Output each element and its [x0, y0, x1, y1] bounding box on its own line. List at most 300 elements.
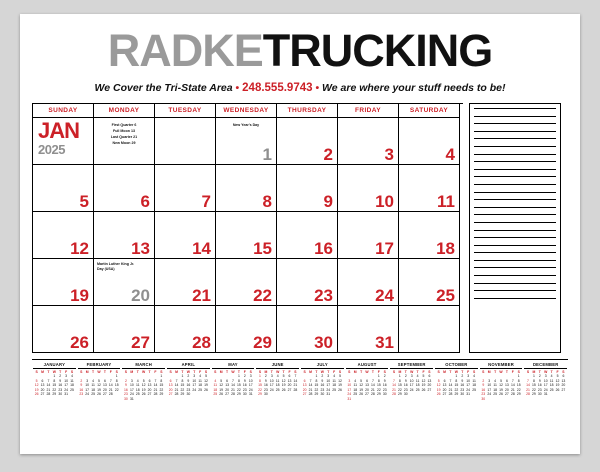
mini-day: 22: [52, 387, 57, 392]
mini-day: 9: [80, 383, 83, 388]
mini-day: 27: [302, 392, 307, 397]
mini-weekday: T: [538, 370, 541, 374]
day-cell-empty[interactable]: [33, 118, 94, 165]
mini-day: 25: [549, 387, 554, 392]
mini-day: 25: [415, 387, 420, 392]
mini-day: 30: [242, 392, 247, 397]
day-cell-9[interactable]: [277, 165, 338, 212]
mini-month-november[interactable]: [479, 362, 524, 402]
day-cell-17[interactable]: [338, 212, 399, 259]
mini-day: 14: [510, 383, 515, 388]
day-cell-1[interactable]: [216, 118, 277, 165]
mini-month-february[interactable]: [77, 362, 122, 402]
mini-day: 12: [359, 383, 363, 388]
mini-weekday: T: [371, 370, 374, 374]
mini-day: [382, 397, 387, 402]
mini-weekday: W: [97, 370, 101, 374]
mini-weekday: S: [249, 370, 252, 374]
mini-day: 16: [124, 387, 128, 392]
tagline-separator-left: •: [235, 82, 240, 94]
day-cell-23[interactable]: [277, 259, 338, 306]
day-cell-6[interactable]: [94, 165, 155, 212]
mini-day: 26: [281, 387, 286, 392]
day-number: 31: [375, 333, 394, 352]
mini-day: 4: [92, 378, 95, 383]
mini-month-august[interactable]: [345, 362, 390, 402]
mini-day: [141, 397, 146, 402]
mini-month-week: [33, 392, 76, 397]
mini-weekday: S: [428, 370, 431, 374]
mini-day: [353, 397, 358, 402]
mini-weekday: M: [41, 370, 44, 374]
mini-weekday: S: [160, 370, 163, 374]
mini-weekday: F: [243, 370, 246, 374]
mini-day: 17: [326, 383, 331, 388]
day-cell-15[interactable]: [216, 212, 277, 259]
mini-day: 8: [398, 378, 401, 383]
mini-day: 27: [225, 392, 229, 397]
day-cell-11[interactable]: [399, 165, 460, 212]
mini-day: 21: [392, 387, 396, 392]
mini-day: 11: [332, 378, 336, 383]
mini-day: 19: [97, 387, 101, 392]
notes-write-line[interactable]: [474, 161, 556, 162]
day-number: 20: [131, 286, 150, 305]
mini-weekday: T: [237, 370, 240, 374]
mini-day: 1: [517, 374, 520, 378]
mini-day: 10: [248, 378, 253, 383]
mini-day: [370, 397, 375, 402]
mini-day: 21: [510, 387, 515, 392]
mini-day: 19: [359, 387, 363, 392]
month-year: 2025: [38, 142, 65, 157]
mini-day: 3: [488, 378, 491, 383]
mini-day: 25: [70, 387, 74, 392]
mini-day: 27: [427, 387, 432, 392]
mini-day: 8: [181, 378, 184, 383]
mini-day: 23: [460, 387, 465, 392]
mini-day: 2: [80, 378, 83, 383]
mini-weekday: T: [270, 370, 273, 374]
notes-write-line[interactable]: [474, 207, 556, 208]
mini-day: 26: [555, 387, 560, 392]
notes-write-line[interactable]: [474, 245, 556, 246]
mini-day: 12: [338, 378, 342, 383]
mini-day: 22: [376, 387, 381, 392]
mini-day: 30: [58, 392, 63, 397]
mini-day: 13: [103, 383, 107, 388]
mini-day: 20: [40, 387, 45, 392]
mini-day: 11: [135, 383, 140, 388]
mini-day: 13: [302, 383, 307, 388]
mini-day: 10: [64, 378, 69, 383]
day-cell-empty[interactable]: [399, 306, 460, 353]
mini-weekday: W: [52, 370, 56, 374]
day-cell-27[interactable]: [94, 306, 155, 353]
day-cell-empty[interactable]: [94, 118, 155, 165]
mini-day: 24: [269, 387, 274, 392]
mini-day: 21: [46, 387, 51, 392]
mini-day: 19: [281, 383, 286, 388]
mini-weekday: M: [309, 370, 312, 374]
day-number: 15: [253, 239, 272, 258]
mini-day: 13: [365, 383, 369, 388]
notes-write-line[interactable]: [474, 237, 556, 238]
mini-day: [147, 397, 152, 402]
day-cell-7[interactable]: [155, 165, 216, 212]
mini-month-week: [212, 392, 255, 397]
week-row: [33, 118, 463, 165]
weekday-header-saturday: SATURDAY: [399, 104, 460, 118]
mini-day: 24: [326, 387, 331, 392]
mini-day: 1: [259, 374, 261, 378]
mini-month-september[interactable]: [389, 362, 434, 402]
mini-weekday: S: [115, 370, 118, 374]
mini-day: [409, 392, 414, 397]
mini-day: 28: [392, 392, 396, 397]
notes-write-line[interactable]: [474, 283, 556, 284]
mini-day: [153, 397, 158, 402]
day-cell-19[interactable]: [33, 259, 94, 306]
notes-write-line[interactable]: [474, 131, 556, 132]
day-number: 12: [70, 239, 89, 258]
mini-weekday: T: [59, 370, 62, 374]
notes-write-line[interactable]: [474, 222, 556, 223]
mini-day: 20: [287, 383, 292, 388]
mini-day: 14: [308, 383, 313, 388]
day-cell-10[interactable]: [338, 165, 399, 212]
mini-day: 18: [135, 387, 140, 392]
mini-weekday: M: [175, 370, 178, 374]
mini-day: 4: [494, 378, 497, 383]
mini-month-july[interactable]: [300, 362, 345, 402]
day-cell-8[interactable]: [216, 165, 277, 212]
notes-write-line[interactable]: [474, 199, 556, 200]
weekday-header-friday: FRIDAY: [338, 104, 399, 118]
notes-write-line[interactable]: [474, 154, 556, 155]
mini-month-march[interactable]: [121, 362, 166, 402]
mini-day: 22: [397, 387, 402, 392]
mini-day: 7: [294, 374, 297, 378]
mini-day: 15: [397, 383, 402, 388]
mini-weekday: T: [103, 370, 106, 374]
mini-weekday: S: [338, 370, 342, 374]
day-number: 22: [253, 286, 272, 305]
mini-day: [376, 397, 381, 402]
mini-day: 12: [499, 383, 503, 388]
mini-weekday: S: [214, 370, 217, 374]
mini-weekday: S: [482, 370, 485, 374]
mini-day: [487, 397, 492, 402]
mini-day: 11: [493, 383, 497, 388]
mini-day: 18: [332, 383, 337, 388]
mini-day: 11: [415, 378, 420, 383]
notes-write-line[interactable]: [474, 290, 556, 291]
mini-day: 5: [360, 378, 363, 383]
day-cell-5[interactable]: [33, 165, 94, 212]
mini-day: 19: [499, 387, 503, 392]
mini-day: [203, 392, 208, 397]
mini-weekday: F: [422, 370, 425, 374]
mini-day: 22: [454, 387, 459, 392]
day-cell-28[interactable]: [155, 306, 216, 353]
mini-day: 15: [52, 383, 57, 388]
mini-day: 20: [561, 383, 566, 388]
mini-day: 5: [35, 378, 38, 383]
mini-day: 9: [461, 378, 464, 383]
mini-day: 5: [500, 378, 502, 383]
mini-day: 9: [264, 378, 267, 383]
mini-weekday: W: [320, 370, 324, 374]
mini-day: 12: [204, 378, 208, 383]
notes-write-line[interactable]: [474, 108, 556, 109]
mini-day: 20: [302, 387, 307, 392]
mini-month-december[interactable]: [523, 362, 568, 402]
mini-weekday: W: [186, 370, 190, 374]
notes-write-line[interactable]: [474, 192, 556, 193]
mini-weekday: F: [377, 370, 380, 374]
notes-write-line[interactable]: [474, 230, 556, 231]
mini-month-january[interactable]: [32, 362, 77, 402]
mini-day: 13: [40, 383, 45, 388]
mini-day: 19: [141, 387, 146, 392]
day-cell-24[interactable]: [338, 259, 399, 306]
weekday-header-thursday: THURSDAY: [277, 104, 338, 118]
day-cell-21[interactable]: [155, 259, 216, 306]
notes-panel[interactable]: [469, 103, 561, 353]
mini-day: 23: [124, 392, 128, 397]
mini-day: 3: [249, 374, 252, 378]
day-cell-29[interactable]: [216, 306, 277, 353]
mini-day: 12: [555, 378, 560, 383]
mini-day: 3: [86, 378, 89, 383]
mini-day: 14: [174, 383, 179, 388]
mini-day: 9: [404, 378, 407, 383]
month-title-block: [38, 120, 79, 156]
day-cell-31[interactable]: [338, 306, 399, 353]
day-cell-16[interactable]: [277, 212, 338, 259]
mini-day: 4: [416, 374, 419, 378]
mini-day: 21: [448, 387, 453, 392]
brand-name-part1: RADKE: [107, 25, 263, 76]
mini-day: 26: [338, 387, 342, 392]
mini-day: 21: [108, 387, 113, 392]
day-number: 18: [436, 239, 455, 258]
mini-day: 26: [141, 392, 146, 397]
mini-weekday: S: [124, 370, 128, 374]
mini-day: 6: [103, 378, 106, 383]
week-row: [33, 212, 463, 259]
day-cell-30[interactable]: [277, 306, 338, 353]
mini-weekday: W: [276, 370, 280, 374]
mini-day: 6: [562, 374, 565, 378]
mini-day: 13: [505, 383, 509, 388]
mini-weekday: S: [526, 370, 530, 374]
mini-weekday: S: [258, 370, 262, 374]
mini-day: 12: [219, 383, 224, 388]
notes-write-line[interactable]: [474, 169, 556, 170]
notes-write-line[interactable]: [474, 252, 556, 253]
mini-day: 13: [168, 383, 173, 388]
weekday-header-sunday: SUNDAY: [33, 104, 94, 118]
mini-day: 21: [526, 387, 530, 392]
day-number: 26: [70, 333, 89, 352]
mini-month-october[interactable]: [434, 362, 479, 402]
mini-month-april[interactable]: [166, 362, 211, 402]
mini-day: 1: [377, 374, 380, 378]
mini-day: 30: [460, 392, 465, 397]
notes-write-line[interactable]: [474, 138, 556, 139]
mini-day: 9: [243, 378, 246, 383]
mini-weekday: S: [303, 370, 306, 374]
day-cell-25[interactable]: [399, 259, 460, 306]
mini-weekday: T: [360, 370, 363, 374]
day-cell-empty[interactable]: [155, 118, 216, 165]
mini-month-name: AUGUST: [346, 362, 389, 369]
mini-day: 16: [320, 383, 325, 388]
mini-weekday: W: [231, 370, 235, 374]
notes-write-line[interactable]: [474, 123, 556, 124]
mini-day: 20: [168, 387, 173, 392]
day-cell-20[interactable]: [94, 259, 155, 306]
mini-day: 29: [52, 392, 57, 397]
day-cell-22[interactable]: [216, 259, 277, 306]
mini-day: 5: [556, 374, 559, 378]
mini-month-week: [78, 392, 121, 397]
mini-year-strip: [32, 359, 568, 402]
mini-day: 3: [193, 374, 196, 378]
mini-day: [415, 392, 420, 397]
mini-day: 28: [231, 392, 235, 397]
mini-day: 6: [288, 374, 291, 378]
notes-write-line[interactable]: [474, 214, 556, 215]
day-number: 16: [314, 239, 333, 258]
mini-day: 29: [159, 392, 164, 397]
mini-day: 31: [129, 396, 134, 401]
mini-weekday: F: [511, 370, 514, 374]
mini-day: 23: [186, 387, 191, 392]
day-number: 10: [375, 192, 394, 211]
mini-day: 19: [219, 387, 224, 392]
mini-day: 29: [180, 392, 185, 397]
mini-day: 12: [97, 383, 101, 388]
mini-day: 28: [153, 392, 158, 397]
mini-month-name: NOVEMBER: [480, 362, 523, 369]
mini-day: 24: [85, 392, 90, 397]
notes-write-line[interactable]: [474, 298, 556, 299]
mini-day: 7: [232, 378, 234, 383]
day-cell-2[interactable]: [277, 118, 338, 165]
mini-day: 21: [293, 383, 298, 388]
mini-day: 26: [499, 392, 503, 397]
day-cell-13[interactable]: [94, 212, 155, 259]
mini-day: 25: [198, 387, 203, 392]
mini-month-june[interactable]: [255, 362, 300, 402]
mini-day: 20: [225, 387, 229, 392]
mini-weekday: T: [327, 370, 330, 374]
mini-day: [359, 397, 364, 402]
notes-write-line[interactable]: [474, 260, 556, 261]
mini-day: 4: [550, 374, 553, 378]
mini-day: 17: [248, 383, 253, 388]
mini-day: 12: [34, 383, 39, 388]
mini-day: 19: [204, 383, 208, 388]
day-number: 28: [192, 333, 211, 352]
mini-day: 16: [403, 383, 408, 388]
mini-month-week: [480, 397, 523, 402]
day-cell-26[interactable]: [33, 306, 94, 353]
mini-day: 14: [371, 383, 375, 388]
mini-day: [198, 392, 203, 397]
day-cell-18[interactable]: [399, 212, 460, 259]
notes-write-line[interactable]: [474, 267, 556, 268]
notes-write-line[interactable]: [474, 275, 556, 276]
mini-month-week: [301, 392, 344, 397]
mini-day: 14: [46, 383, 51, 388]
mini-day: 3: [65, 374, 68, 378]
notes-write-line[interactable]: [474, 116, 556, 117]
brand-name-part2: TRUCKING: [262, 25, 493, 76]
mini-day: [287, 392, 292, 397]
mini-day: 3: [544, 374, 547, 378]
mini-day: 24: [64, 387, 69, 392]
mini-day: 17: [85, 387, 90, 392]
day-number: 8: [262, 192, 272, 211]
mini-day: 30: [124, 396, 128, 401]
mini-day: [421, 392, 426, 397]
notes-write-line[interactable]: [474, 146, 556, 147]
mini-day: [135, 397, 140, 402]
mini-weekday: M: [85, 370, 89, 374]
mini-day: 27: [365, 392, 369, 397]
mini-day: 22: [180, 387, 185, 392]
mini-day: 6: [41, 378, 44, 383]
mini-weekday: T: [148, 370, 151, 374]
mini-weekday: W: [499, 370, 503, 374]
mini-weekday: M: [353, 370, 357, 374]
day-cell-3[interactable]: [338, 118, 399, 165]
mini-day: 10: [487, 383, 492, 388]
mini-day: 31: [347, 396, 352, 401]
mini-day: 13: [147, 383, 152, 388]
day-number: 5: [79, 192, 89, 211]
mini-day: 7: [449, 378, 452, 383]
mini-day: 25: [472, 387, 476, 392]
mini-day: 2: [243, 374, 246, 378]
moon-phase-entry: Full Moon 13: [113, 129, 135, 134]
mini-day: 5: [98, 378, 100, 383]
mini-day: 7: [511, 378, 514, 383]
mini-day: 24: [347, 392, 352, 397]
mini-day: 18: [353, 387, 358, 392]
day-cell-14[interactable]: [155, 212, 216, 259]
day-cell-12[interactable]: [33, 212, 94, 259]
notes-write-line[interactable]: [474, 176, 556, 177]
mini-day: 15: [159, 383, 164, 388]
mini-day: 25: [493, 392, 498, 397]
mini-day: 2: [538, 374, 541, 378]
mini-day: 9: [383, 378, 386, 383]
mini-day: 8: [315, 378, 318, 383]
mini-day: 13: [561, 378, 566, 383]
mini-day: 16: [58, 383, 63, 388]
mini-day: 18: [198, 383, 203, 388]
day-cell-4[interactable]: [399, 118, 460, 165]
notes-write-line[interactable]: [474, 184, 556, 185]
mini-weekday: T: [92, 370, 95, 374]
mini-month-may[interactable]: [211, 362, 256, 402]
mini-day: 22: [532, 387, 536, 392]
